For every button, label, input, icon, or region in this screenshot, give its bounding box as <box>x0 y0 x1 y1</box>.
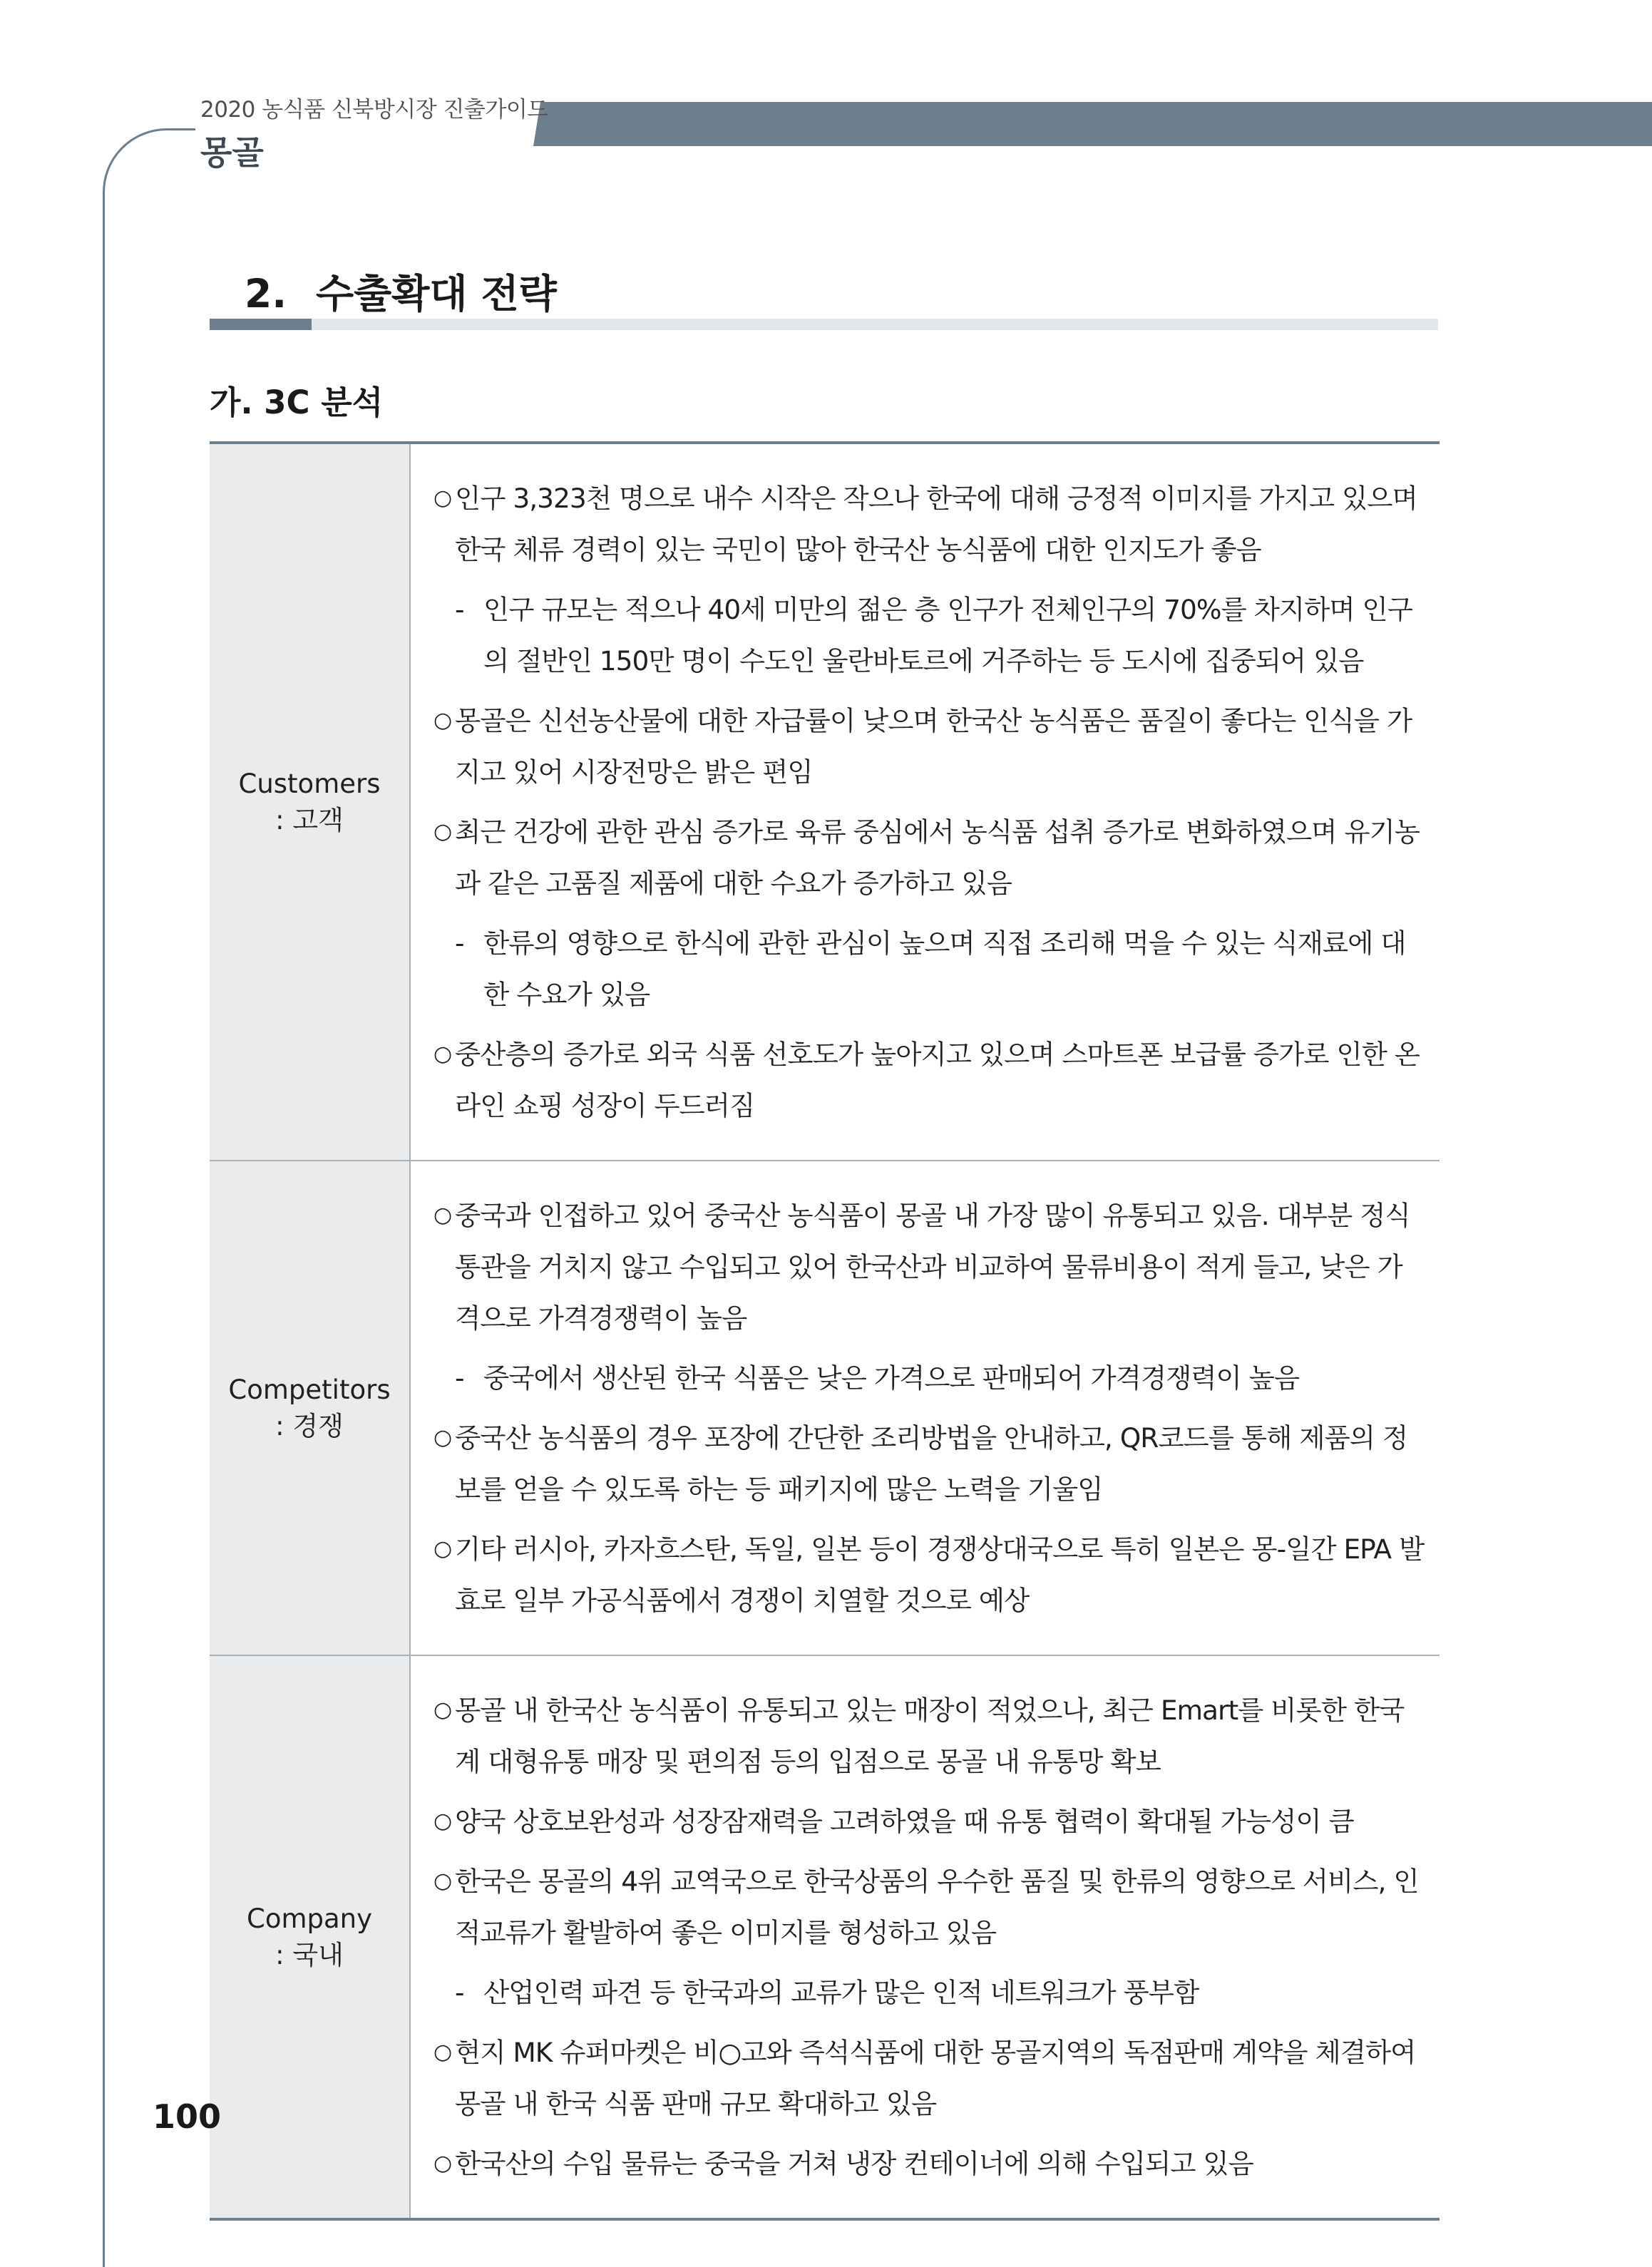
circle-bullet-icon: ○ <box>433 1042 452 1066</box>
bullet-item <box>433 1029 1425 1131</box>
item-text: 한류의 영향으로 한식에 관한 관심이 높으며 직접 조리해 먹을 수 있는 식재료에 대한 수요가 있음 <box>483 927 1406 1010</box>
table-row <box>210 1655 1440 2219</box>
item-text: 산업인력 파견 등 한국과의 교류가 많은 인적 네트워크가 풍부함 <box>483 1977 1199 2008</box>
item-text: 기타 러시아, 카자흐스탄, 독일, 일본 등이 경쟁상대국으로 특히 일본은 몽-일간 EPA 발효로 일부 가공식품에서 경쟁이 치열할 것으로 예상 <box>455 1533 1425 1616</box>
row-label <box>210 443 410 1161</box>
circle-bullet-icon: ○ <box>433 2040 452 2065</box>
3c-analysis-table <box>210 441 1440 2221</box>
item-text: 한국은 몽골의 4위 교역국으로 한국상품의 우수한 품질 및 한류의 영향으로 서비스, 인적교류가 활발하여 좋은 이미지를 형성하고 있음 <box>455 1866 1419 1948</box>
bullet-item <box>433 1856 1425 1958</box>
item-text: 인구 규모는 적으나 40세 미만의 젊은 층 인구가 전체인구의 70%를 차지하며 인구의 절반인 150만 명이 수도인 울란바토르에 거주하는 등 도시에 집중되어 있음 <box>483 594 1412 677</box>
item-text: 최근 건강에 관한 관심 증가로 육류 중심에서 농식품 섭취 증가로 변화하였으며 유기농과 같은 고품질 제품에 대한 수요가 증가하고 있음 <box>455 816 1420 899</box>
item-text: 양국 상호보완성과 성장잠재력을 고려하였을 때 유통 협력이 확대될 가능성이 큼 <box>455 1806 1354 1837</box>
dash-item <box>433 917 1425 1020</box>
page-frame-line <box>103 128 195 2267</box>
bullet-item <box>433 2027 1425 2129</box>
dash-bullet-icon: - <box>455 1977 464 2008</box>
page-number: 100 <box>153 2097 222 2136</box>
circle-bullet-icon: ○ <box>433 485 452 510</box>
bullet-item <box>433 2138 1425 2189</box>
guide-title: 2020 농식품 신북방시장 진출가이드 <box>200 97 548 123</box>
dash-item <box>433 1352 1425 1404</box>
circle-bullet-icon: ○ <box>433 1536 452 1561</box>
country-title: 몽골 <box>200 133 264 172</box>
dash-bullet-icon: - <box>455 927 464 959</box>
circle-bullet-icon: ○ <box>433 819 452 844</box>
row-label-ko: : 국내 <box>275 1940 344 1970</box>
bullet-item <box>433 1796 1425 1847</box>
item-text: 몽골은 신선농산물에 대한 자급률이 낮으며 한국산 농식품은 품질이 좋다는 인식을 가지고 있어 시장전망은 밝은 편임 <box>455 705 1412 788</box>
row-content <box>410 1161 1440 1655</box>
row-content <box>410 1655 1440 2219</box>
bullet-item <box>433 1412 1425 1515</box>
circle-bullet-icon: ○ <box>433 1425 452 1450</box>
row-label-ko: : 고객 <box>275 805 344 836</box>
dash-bullet-icon: - <box>455 1362 464 1394</box>
section-number: 2. <box>245 271 287 317</box>
item-text: 중국에서 생산된 한국 식품은 낮은 가격으로 판매되어 가격경쟁력이 높음 <box>483 1362 1300 1394</box>
item-text: 중국과 인접하고 있어 중국산 농식품이 몽골 내 가장 많이 유통되고 있음. 대부분 정식통관을 거치지 않고 수입되고 있어 한국산과 비교하여 물류비용이 적게 들고, 낮은 가격으로 가격경쟁력이 높음 <box>455 1200 1410 1334</box>
item-text: 현지 MK 슈퍼마켓은 비○고와 즉석식품에 대한 몽골지역의 독점판매 계약을 체결하여 몽골 내 한국 식품 판매 규모 확대하고 있음 <box>455 2037 1416 2119</box>
circle-bullet-icon: ○ <box>433 2151 452 2176</box>
circle-bullet-icon: ○ <box>433 1697 452 1722</box>
row-label <box>210 1161 410 1655</box>
dash-bullet-icon: - <box>455 594 464 625</box>
dash-item <box>433 584 1425 687</box>
row-label-en: Competitors <box>228 1374 391 1405</box>
circle-bullet-icon: ○ <box>433 708 452 733</box>
row-label-ko: : 경쟁 <box>275 1411 344 1441</box>
item-text: 한국산의 수입 물류는 중국을 거쳐 냉장 컨테이너에 의해 수입되고 있음 <box>455 2148 1253 2179</box>
bullet-item <box>433 695 1425 798</box>
table-row <box>210 1161 1440 1655</box>
section-rule-accent <box>210 319 312 330</box>
subsection-title: 가. 3C 분석 <box>210 384 384 421</box>
row-label <box>210 1655 410 2219</box>
bullet-item <box>433 1685 1425 1787</box>
item-text: 몽골 내 한국산 농식품이 유통되고 있는 매장이 적었으나, 최근 Emart를 비롯한 한국계 대형유통 매장 및 편의점 등의 입점으로 몽골 내 유통망 확보 <box>455 1695 1405 1777</box>
row-label-en: Company <box>246 1903 373 1934</box>
item-text: 중산층의 증가로 외국 식품 선호도가 높아지고 있으며 스마트폰 보급률 증가로 인한 온라인 쇼핑 성장이 두드러짐 <box>455 1039 1420 1121</box>
row-content <box>410 443 1440 1161</box>
bullet-item <box>433 473 1425 575</box>
table-row <box>210 443 1440 1161</box>
bullet-item <box>433 806 1425 909</box>
row-label-en: Customers <box>238 768 381 799</box>
bullet-item <box>433 1190 1425 1344</box>
bullet-item <box>433 1523 1425 1626</box>
section-rule <box>210 319 1438 330</box>
circle-bullet-icon: ○ <box>433 1203 452 1228</box>
circle-bullet-icon: ○ <box>433 1809 452 1834</box>
item-text: 인구 3,323천 명으로 내수 시작은 작으나 한국에 대해 긍정적 이미지를 가지고 있으며 한국 체류 경력이 있는 국민이 많아 한국산 농식품에 대한 인지도가 좋음 <box>455 483 1417 565</box>
circle-bullet-icon: ○ <box>433 1868 452 1893</box>
dash-item <box>433 1967 1425 2018</box>
header-bar <box>533 102 1652 146</box>
section-heading <box>245 262 557 319</box>
item-text: 중국산 농식품의 경우 포장에 간단한 조리방법을 안내하고, QR코드를 통해 제품의 정보를 얻을 수 있도록 하는 등 패키지에 많은 노력을 기울임 <box>455 1422 1408 1505</box>
section-title: 수출확대 전략 <box>316 271 557 317</box>
